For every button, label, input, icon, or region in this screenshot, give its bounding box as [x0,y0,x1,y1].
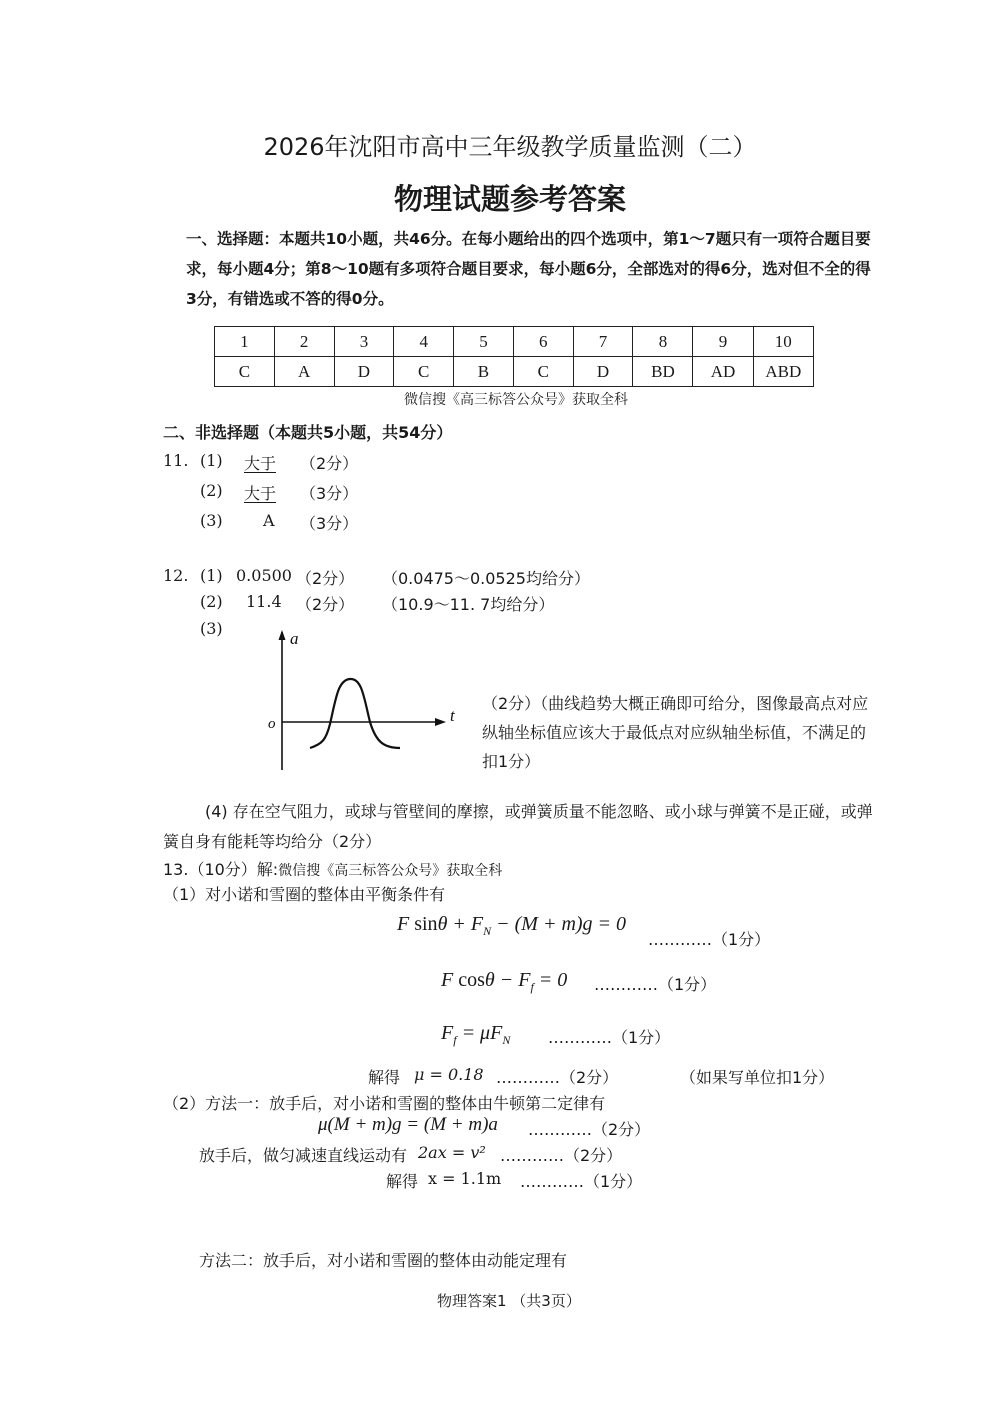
q13-part1-intro: （1）对小诺和雪圈的整体由平衡条件有 [163,885,446,904]
y-axis-arrow [279,630,286,640]
answer-cell: ABD [753,357,813,387]
q12-part3-label: (3) [200,619,223,638]
answer-cell: A [274,357,334,387]
eq1-score: …………（1分） [648,930,771,949]
section2-heading: 二、非选择题（本题共5小题，共54分） [163,423,453,442]
q12-part1-label: (1) [200,566,223,585]
eq4-score: …………（2分） [528,1120,651,1139]
answer-cell: B [454,357,514,387]
q11-part3-label: (3) [200,511,223,530]
q11-part1-answer: 大于 [244,454,277,473]
solve1-value: μ = 0.18 [414,1065,484,1084]
question-number: 6 [513,327,573,357]
q11-number: 11. [163,451,189,470]
y-axis-label: a [290,629,299,648]
watermark-text: 微信搜《高三标答公众号》获取全科 [278,863,503,879]
answer-cell: C [513,357,573,387]
q12-part4: (4) 存在空气阻力，或球与管壁间的摩擦，或弹簧质量不能忽略、或小球与弹簧不是正碰，或弹簧自身有能耗等均给分（2分） [163,802,873,851]
q13-part2-intro: （2）方法一：放手后，对小诺和雪圈的整体由牛顿第二定律有 [163,1094,606,1113]
origin-label: o [268,716,276,732]
q12-part1-score: （2分） [296,569,355,588]
answer-cell: C [215,357,275,387]
q12-part2-score: （2分） [296,595,355,614]
question-number: 4 [394,327,454,357]
q12-number: 12. [163,566,189,585]
watermark-text: 微信搜《高三标答公众号》获取全科 [404,392,628,408]
answer-cell: D [334,357,394,387]
answer-cell: AD [693,357,753,387]
answer-cell: BD [633,357,693,387]
question-number: 9 [693,327,753,357]
q13-header-text: 13.（10分）解: [163,860,279,879]
q11-part3-answer: A [263,511,275,530]
q11-part2-answer: 大于 [244,484,277,503]
solve2-score: …………（1分） [520,1172,643,1191]
solve2-label: 解得 [386,1172,419,1191]
motion-text: 放手后，做匀减速直线运动有 [199,1146,408,1165]
acceleration-time-graph [260,628,470,782]
answer-cell: C [394,357,454,387]
eq2-score: …………（1分） [594,975,717,994]
solve1-note: （如果写单位扣1分） [680,1068,835,1087]
exam-title: 2026年沈阳市高中三年级教学质量监测（二） [263,133,757,161]
q11-part1-score: （2分） [300,454,359,473]
x-axis-label: t [450,706,455,725]
solve1-score: …………（2分） [496,1068,619,1087]
question-number: 2 [274,327,334,357]
q11-part1-label: (1) [200,451,223,470]
q13-header [163,857,502,880]
answer-table [214,326,814,387]
method2-intro: 方法二：放手后，对小诺和雪圈的整体由动能定理有 [199,1251,568,1270]
question-number: 7 [573,327,633,357]
equation-vertical-balance: F $\sin\theta + F_N - (M + m)g = 0$ [397,913,627,938]
question-number: 8 [633,327,693,357]
answer-row [215,357,814,387]
q12-part1-note: （0.0475～0.0525均给分） [382,569,590,588]
question-number: 5 [454,327,514,357]
q11-part2-label: (2) [200,481,223,500]
q12-part1-answer: 0.0500 [236,566,292,585]
subject-title: 物理试题参考答案 [393,182,626,216]
q12-part2-note: （10.9～11. 7均给分） [382,595,555,614]
equation-horizontal-balance: F $\cos\theta - F_f = 0$ [441,969,568,994]
question-number: 3 [334,327,394,357]
question-number: 1 [215,327,275,357]
q11-part2-score: （3分） [300,484,359,503]
q12-part2-answer: 11.4 [246,592,282,611]
answer-cell: D [573,357,633,387]
solve1-label: 解得 [368,1068,401,1087]
page-footer: 物理答案1 （共3页） [437,1292,581,1310]
graph-svg [260,628,470,778]
motion-equation: 2ax = v² [418,1143,486,1162]
question-number-row [215,327,814,357]
q12-part2-label: (2) [200,592,223,611]
graph-curve [310,679,400,748]
q11-part3-score: （3分） [300,514,359,533]
eq3-score: …………（1分） [548,1028,671,1047]
x-axis-arrow [435,718,446,726]
section1-intro: 一、选择题：本题共10小题，共46分。在每小题给出的四个选项中，第1～7题只有一项符合题目要求，每小题4分；第8～10题有多项符合题目要求，每小题6分，全部选对的得6分，选对但不全的得3分，有错选或不答的得0分。 [186,230,871,308]
graph-scoring-note: （2分）（曲线趋势大概正确即可给分，图像最高点对应纵轴坐标值应该大于最低点对应纵轴坐标值，不满足的扣1分） [482,694,869,771]
equation-friction: $F_f = \mu F_N$ [441,1022,511,1047]
equation-newton-second-law: μ(M + m)g = (M + m)a [318,1114,498,1135]
solve2-value: x = 1.1m [428,1169,502,1188]
question-number: 10 [753,327,813,357]
motion-score: …………（2分） [500,1146,623,1165]
